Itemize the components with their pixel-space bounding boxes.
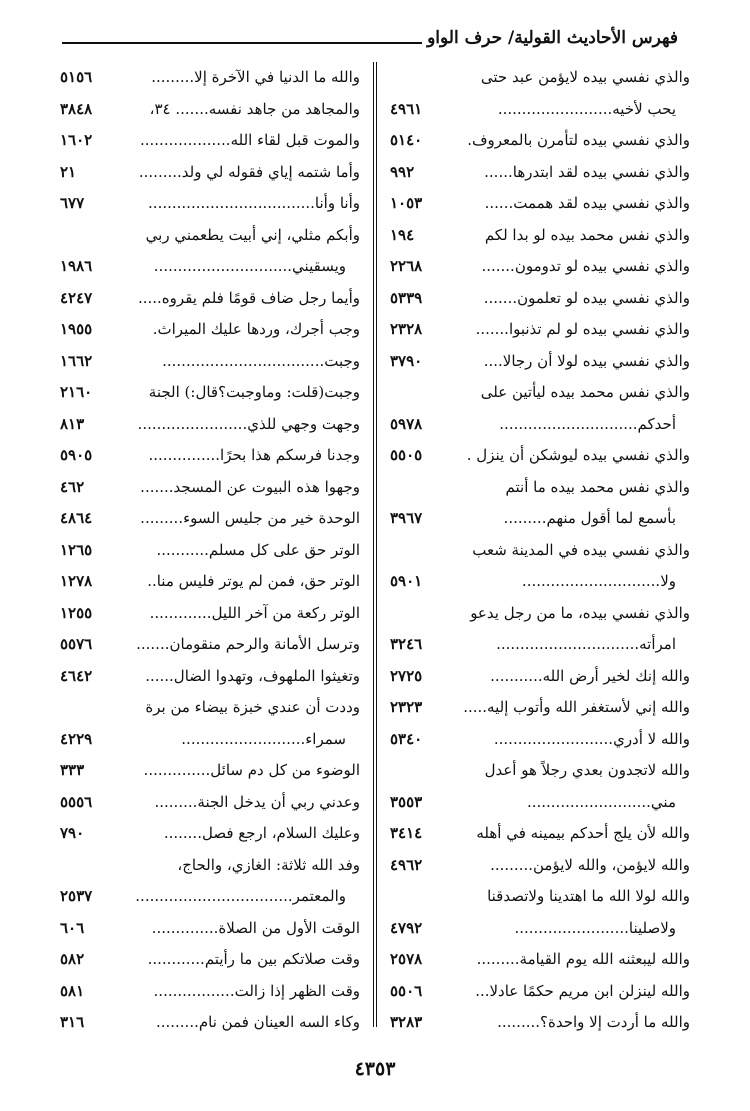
entry-text: والذي نفسي بيده لو تدومون....... bbox=[481, 257, 690, 275]
index-entry bbox=[390, 503, 690, 535]
index-entry bbox=[60, 472, 360, 504]
index-entry bbox=[60, 629, 360, 661]
entry-number: ٢٥٧٨ bbox=[390, 950, 423, 968]
entry-number: ٥٨١ bbox=[60, 981, 85, 1000]
entry-text: والله لايؤمن، والله لايؤمن......... bbox=[490, 855, 690, 874]
entry-number: ٣٣٣ bbox=[60, 761, 85, 779]
index-entry bbox=[60, 503, 360, 535]
index-entry bbox=[390, 724, 690, 756]
index-entry bbox=[390, 818, 690, 850]
entry-number: ١٢٥٥ bbox=[60, 603, 93, 622]
index-entry bbox=[390, 850, 690, 882]
index-entry bbox=[390, 125, 690, 157]
entry-text: ويسقيني............................. bbox=[153, 257, 346, 275]
entry-text: وأنا وأنا................................... bbox=[148, 194, 360, 212]
entry-number: ٥٣٤٠ bbox=[390, 729, 423, 748]
entry-text: ولاصلينا........................ bbox=[514, 918, 676, 937]
entry-text: وتغيثوا الملهوف، وتهدوا الضال...... bbox=[145, 666, 360, 685]
entry-text: والله ليبعثنه الله يوم القيامة......... bbox=[476, 950, 690, 968]
index-entry bbox=[60, 314, 360, 346]
entry-number: ٢٢٦٨ bbox=[390, 257, 423, 275]
entry-number: ٥٥٠٦ bbox=[390, 981, 423, 1000]
entry-text: وجب أجرك، وردها عليك الميراث. bbox=[152, 320, 360, 338]
index-entry bbox=[390, 440, 690, 472]
entry-text: والله ما أردت إلا واحدة؟......... bbox=[497, 1013, 690, 1031]
page-number: ٤٣٥٣ bbox=[354, 1058, 396, 1080]
entry-text: والذي نفسي بيده لو لم تذنبوا....... bbox=[475, 320, 690, 338]
entry-number: ٣٢٤٦ bbox=[390, 635, 423, 653]
entry-number: ٥٥٧٦ bbox=[60, 635, 93, 653]
entry-text: وأيما رجل ضاف قومًا فلم يقروه..... bbox=[137, 288, 360, 307]
entry-text: مني.......................... bbox=[526, 792, 676, 811]
entry-text: وقت الظهر إذا زالت................. bbox=[153, 981, 360, 1000]
entry-number: ٥٩٠١ bbox=[390, 572, 423, 590]
entry-number: ٣٥٥٣ bbox=[390, 792, 423, 811]
entry-text: والله لولا الله ما اهتدينا ولاتصدقنا bbox=[487, 887, 690, 905]
index-entry bbox=[390, 629, 690, 661]
entry-text: وجبت.................................. bbox=[162, 351, 360, 370]
entry-text: والذي نفسي بيده لتأمرن بالمعروف. bbox=[467, 131, 690, 149]
entry-number: ٣٨٤٨ bbox=[60, 99, 93, 118]
index-entry bbox=[60, 598, 360, 630]
entry-number: ١٩٨٦ bbox=[60, 257, 93, 275]
index-entry bbox=[390, 472, 690, 504]
entry-text: وأبكم مثلي، إني أبيت يطعمني ربي bbox=[145, 225, 360, 244]
entry-text: وجهت وجهي للذي....................... bbox=[137, 414, 360, 433]
index-entry bbox=[60, 787, 360, 819]
entry-text: والذي نفسي بيده لايؤمن عبد حتى bbox=[480, 68, 690, 86]
index-entry bbox=[60, 440, 360, 472]
entry-number: ٥٩٧٨ bbox=[390, 414, 423, 433]
index-entry bbox=[60, 94, 360, 126]
entry-number: ٤٢٢٩ bbox=[60, 729, 93, 748]
entry-number: ٢١٦٠ bbox=[60, 383, 93, 401]
entry-text: والله ما الدنيا في الآخرة إلا......... bbox=[151, 68, 360, 86]
index-entry bbox=[390, 409, 690, 441]
index-entry bbox=[60, 1007, 360, 1039]
entry-text: والذي نفسي بيده لولا أن رجالا.... bbox=[483, 351, 690, 370]
entry-text: وددت أن عندي خبزة بيضاء من برة bbox=[145, 698, 360, 716]
entry-number: ٢٣٢٣ bbox=[390, 698, 423, 716]
entry-number: ٤٨٦٤ bbox=[60, 509, 93, 527]
entry-number: ٣٤١٤ bbox=[390, 824, 423, 842]
entry-text: امرأته.............................. bbox=[496, 635, 676, 653]
entry-number: ٣٩٦٧ bbox=[390, 509, 423, 527]
running-header: فهرس الأحاديث القولية/ حرف الواو bbox=[427, 28, 678, 48]
index-entry bbox=[60, 724, 360, 756]
entry-text: والذي نفسي بيده ليوشكن أن ينزل . bbox=[466, 446, 690, 464]
index-entry bbox=[60, 535, 360, 567]
index-entry bbox=[60, 157, 360, 189]
entry-text: وعليك السلام، ارجع فصل........ bbox=[163, 824, 360, 842]
index-entry bbox=[390, 692, 690, 724]
index-column-right bbox=[390, 62, 690, 1039]
entry-text: الوضوء من كل دم سائل.............. bbox=[143, 761, 360, 779]
index-entry bbox=[390, 881, 690, 913]
entry-text: وفد الله ثلاثة: الغازي، والحاج، bbox=[177, 855, 360, 874]
index-entry bbox=[390, 598, 690, 630]
entry-number: ١٢٦٥ bbox=[60, 540, 93, 559]
entry-number: ٣٢٨٣ bbox=[390, 1013, 423, 1031]
entry-text: ولا............................. bbox=[521, 572, 676, 590]
entry-number: ٦٠٦ bbox=[60, 918, 85, 937]
entry-number: ٥٩٠٥ bbox=[60, 446, 93, 464]
index-entry bbox=[60, 661, 360, 693]
index-entry bbox=[390, 377, 690, 409]
entry-text: الوقت الأول من الصلاة.............. bbox=[151, 918, 360, 937]
entry-text: الوتر ركعة من آخر الليل............. bbox=[149, 603, 360, 622]
entry-number: ٤٦٢ bbox=[60, 477, 85, 496]
index-entry bbox=[390, 944, 690, 976]
entry-text: يحب لأخيه........................ bbox=[497, 99, 676, 118]
index-entry bbox=[60, 62, 360, 94]
column-divider bbox=[373, 62, 377, 1027]
entry-text: الوتر حق على كل مسلم........... bbox=[156, 540, 360, 559]
entry-number: ٦٧٧ bbox=[60, 194, 85, 212]
entry-text: والمعتمر................................. bbox=[135, 887, 346, 905]
entry-number: ٩٩٢ bbox=[390, 162, 415, 181]
index-entry bbox=[60, 251, 360, 283]
index-entry bbox=[60, 566, 360, 598]
entry-text: وعدني ربي أن يدخل الجنة......... bbox=[154, 792, 360, 811]
index-entry bbox=[390, 94, 690, 126]
entry-text: والله لينزلن ابن مريم حكمًا عادلا... bbox=[475, 981, 690, 1000]
index-entry bbox=[390, 346, 690, 378]
entry-text: والله إنك لخير أرض الله........... bbox=[490, 666, 690, 685]
index-entry bbox=[390, 661, 690, 693]
entry-number: ٤٦٤٢ bbox=[60, 666, 93, 685]
entry-text: وجبت(قلت: وماوجبت؟قال:) الجنة bbox=[148, 383, 360, 401]
entry-text: والموت قبل لقاء الله................... bbox=[139, 131, 360, 149]
entry-number: ١٩٥٥ bbox=[60, 320, 93, 338]
index-entry bbox=[390, 314, 690, 346]
entry-text: والذي نفس محمد بيده ما أنتم bbox=[505, 477, 690, 496]
entry-number: ٥١٥٦ bbox=[60, 68, 93, 86]
entry-number: ٥٣٣٩ bbox=[390, 288, 423, 307]
index-entry bbox=[60, 692, 360, 724]
entry-text: الوحدة خير من جليس السوء......... bbox=[140, 509, 360, 527]
index-entry bbox=[60, 409, 360, 441]
index-entry bbox=[390, 283, 690, 315]
index-entry bbox=[390, 755, 690, 787]
entry-number: ٥٥٠٥ bbox=[390, 446, 423, 464]
index-entry bbox=[390, 188, 690, 220]
index-entry bbox=[390, 913, 690, 945]
index-entry bbox=[60, 944, 360, 976]
index-entry bbox=[60, 755, 360, 787]
entry-text: والذي نفسي بيده لقد ابتدرها...... bbox=[484, 162, 690, 181]
index-entry bbox=[60, 818, 360, 850]
entry-number: ٢٣٢٨ bbox=[390, 320, 423, 338]
entry-number: ٢١ bbox=[60, 162, 77, 181]
entry-text: الوتر حق، فمن لم يوتر فليس منا.. bbox=[147, 572, 360, 590]
entry-number: ٨١٣ bbox=[60, 414, 85, 433]
entry-text: وأما شتمه إياي فقوله لي ولد......... bbox=[138, 162, 360, 181]
entry-text: والذي نفسي بيده لقد هممت...... bbox=[484, 194, 690, 212]
entry-text: والله لأن يلج أحدكم بيمينه في أهله bbox=[476, 824, 690, 842]
entry-number: ٣١٦ bbox=[60, 1013, 85, 1031]
entry-text: والله إني لأستغفر الله وأتوب إليه..... bbox=[463, 698, 690, 716]
entry-text: وترسل الأمانة والرحم منقومان....... bbox=[136, 635, 360, 653]
index-entry bbox=[390, 535, 690, 567]
index-entry bbox=[60, 125, 360, 157]
entry-text: والذي نفسي بيده، ما من رجل يدعو bbox=[470, 603, 690, 622]
index-column-left bbox=[60, 62, 360, 1039]
entry-number: ٣٧٩٠ bbox=[390, 351, 423, 370]
index-entry bbox=[60, 913, 360, 945]
entry-number: ٥٥٥٦ bbox=[60, 792, 93, 811]
entry-number: ١٩٤ bbox=[390, 225, 415, 244]
entry-number: ١٠٥٣ bbox=[390, 194, 423, 212]
header-rule bbox=[62, 42, 422, 44]
index-entry bbox=[390, 220, 690, 252]
entry-number: ٢٧٢٥ bbox=[390, 666, 423, 685]
index-entry bbox=[60, 188, 360, 220]
entry-number: ٢٥٣٧ bbox=[60, 887, 93, 905]
entry-number: ١٦٠٢ bbox=[60, 131, 93, 149]
entry-text: وجدنا فرسكم هذا بحرًا............... bbox=[148, 446, 360, 464]
entry-text: والذي نفسي بيده في المدينة شعب bbox=[472, 540, 690, 559]
index-entry bbox=[390, 1007, 690, 1039]
index-entry bbox=[60, 220, 360, 252]
index-entry bbox=[390, 566, 690, 598]
entry-number: ٤٩٦٢ bbox=[390, 855, 423, 874]
entry-text: وقت صلاتكم بين ما رأيتم............ bbox=[147, 950, 360, 968]
entry-number: ٤٩٦١ bbox=[390, 99, 423, 118]
entry-text: سمراء.......................... bbox=[181, 729, 346, 748]
entry-number: ٤٢٤٧ bbox=[60, 288, 93, 307]
index-entry bbox=[390, 976, 690, 1008]
entry-text: والله لاتجدون بعدي رجلاً هو أعدل bbox=[484, 761, 690, 779]
index-entry bbox=[60, 283, 360, 315]
entry-text: والذي نفس محمد بيده لو بدا لكم bbox=[484, 225, 690, 244]
index-entry bbox=[60, 881, 360, 913]
entry-text: أحدكم............................. bbox=[499, 414, 676, 433]
entry-number: ٤٧٩٢ bbox=[390, 918, 423, 937]
entry-text: وكاء السه العينان فمن نام......... bbox=[155, 1013, 360, 1031]
entry-number: ٧٩٠ bbox=[60, 824, 85, 842]
index-entry bbox=[60, 976, 360, 1008]
entry-number: ٥٨٢ bbox=[60, 950, 85, 968]
index-entry bbox=[390, 62, 690, 94]
index-entry bbox=[60, 850, 360, 882]
index-entry bbox=[390, 157, 690, 189]
entry-text: والله لا أدري......................... bbox=[493, 729, 690, 748]
entry-number: ١٦٦٢ bbox=[60, 351, 93, 370]
entry-text: وجهوا هذه البيوت عن المسجد....... bbox=[140, 477, 360, 496]
entry-number: ١٢٧٨ bbox=[60, 572, 93, 590]
index-entry bbox=[60, 377, 360, 409]
entry-text: والذي نفسي بيده لو تعلمون....... bbox=[483, 288, 690, 307]
entry-text: بأسمع لما أقول منهم......... bbox=[503, 509, 676, 527]
entry-number: ٥١٤٠ bbox=[390, 131, 423, 149]
entry-text: والذي نفس محمد بيده ليأتين على bbox=[480, 383, 690, 401]
index-entry bbox=[390, 787, 690, 819]
index-entry bbox=[390, 251, 690, 283]
entry-text: والمجاهد من جاهد نفسه....... ٣٤، bbox=[149, 99, 360, 118]
index-entry bbox=[60, 346, 360, 378]
